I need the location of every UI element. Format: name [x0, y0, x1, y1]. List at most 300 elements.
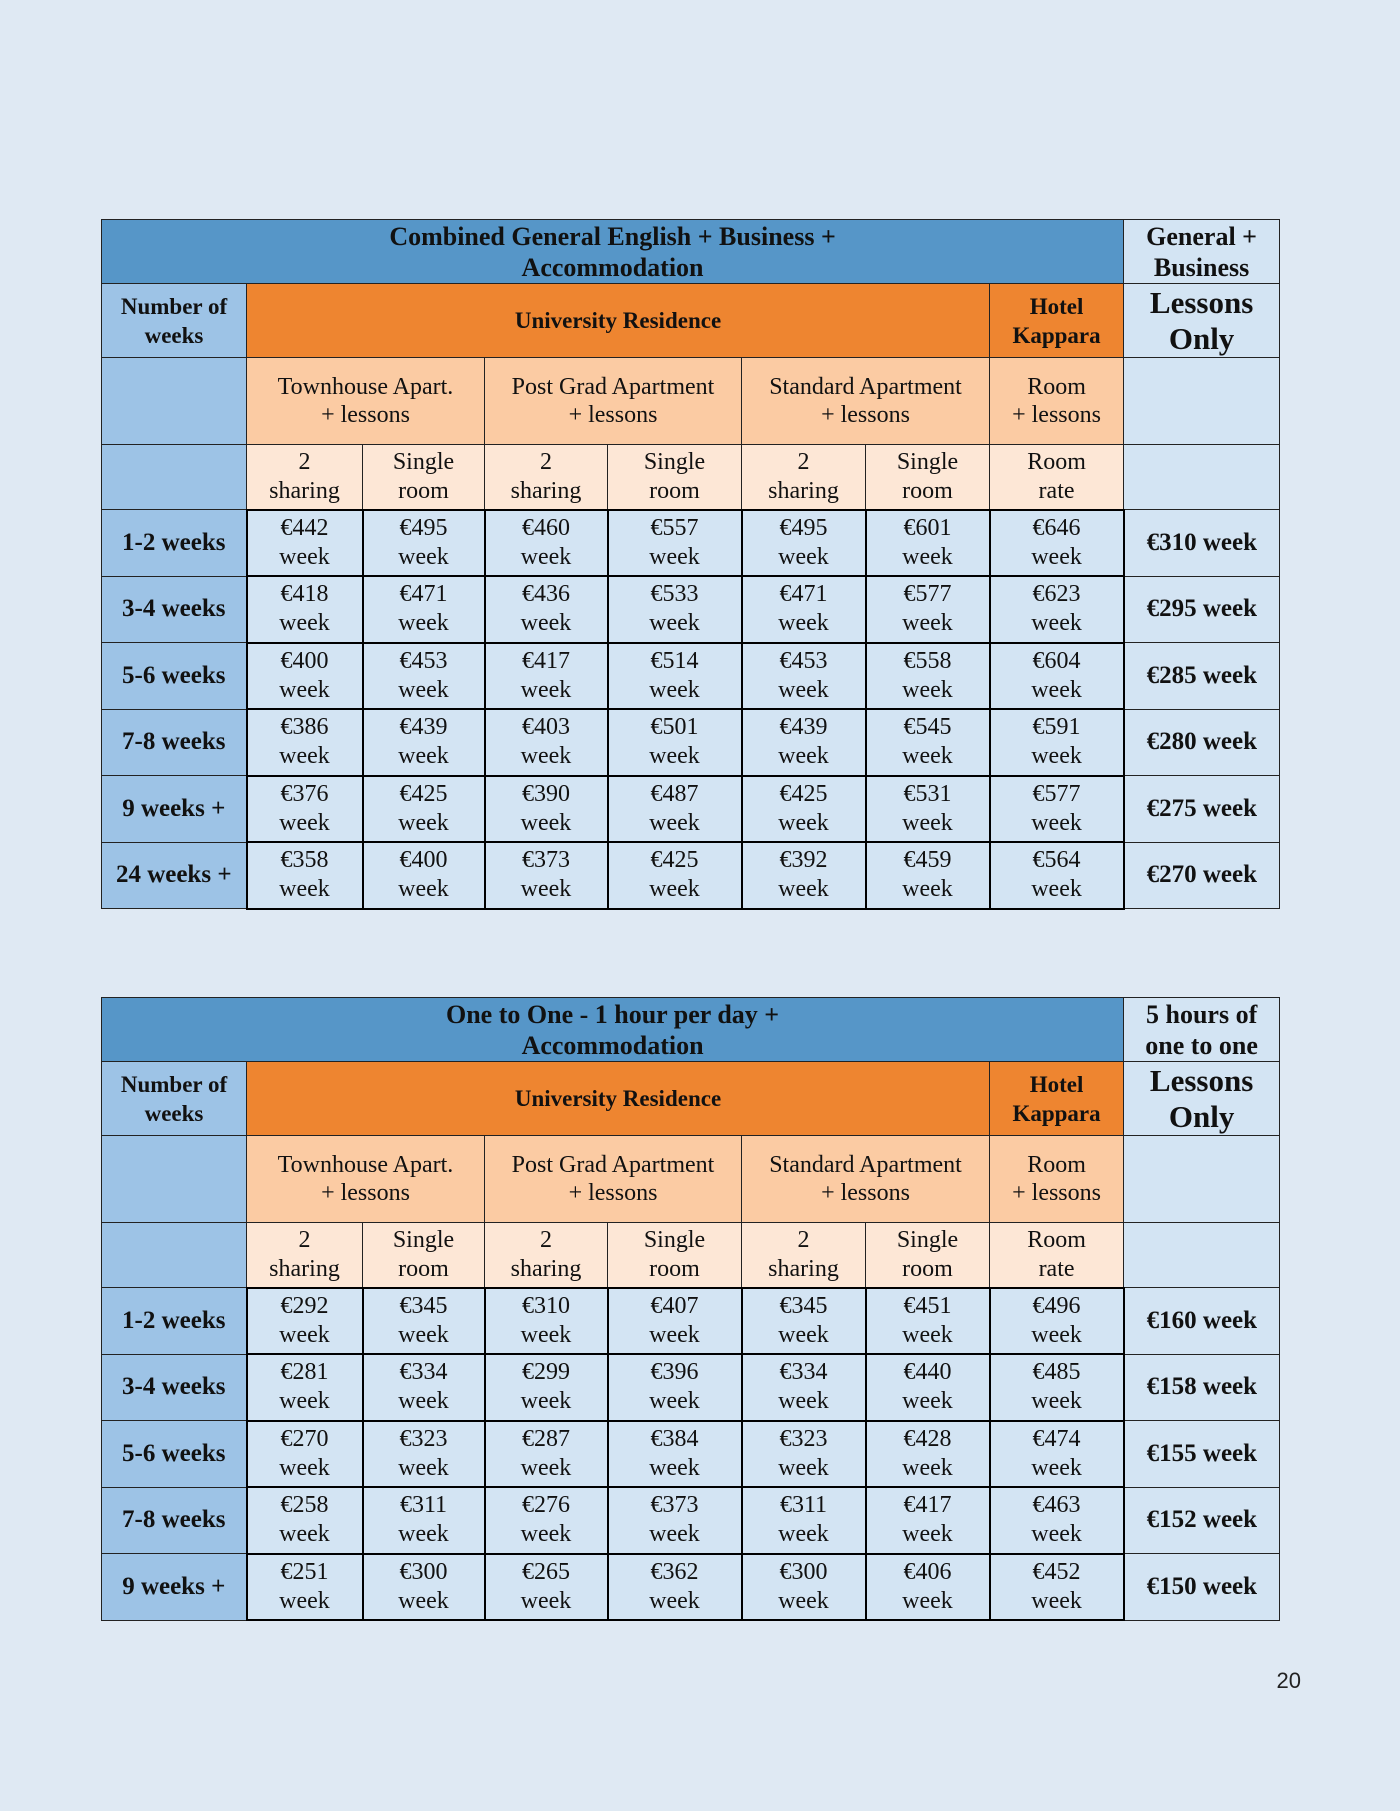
- price-cell: [866, 776, 990, 843]
- price-cell: [866, 576, 990, 643]
- price-unit: week: [520, 743, 572, 770]
- lessons-only-price: €160 week: [1124, 1288, 1280, 1355]
- price-value: €495: [779, 514, 828, 541]
- price-value: €601: [903, 514, 952, 541]
- weeks-label: 9 weeks +: [102, 1554, 247, 1621]
- blank-cell: [1124, 358, 1280, 445]
- price-unit: week: [279, 876, 330, 903]
- price-cell: [485, 1554, 608, 1621]
- price-value: €501: [650, 714, 699, 741]
- price-value: €407: [650, 1292, 699, 1319]
- room-type-post-grad: Post Grad Apartment + lessons: [485, 358, 742, 445]
- price-cell: [485, 1288, 608, 1355]
- price-unit: week: [398, 876, 449, 903]
- price-unit: week: [1031, 610, 1082, 637]
- price-unit: week: [778, 809, 829, 836]
- price-unit: week: [398, 1454, 449, 1481]
- sub-header-cell: 2 sharing: [485, 1223, 608, 1288]
- price-cell: [363, 643, 485, 710]
- price-cell: [866, 1487, 990, 1554]
- price-value: €400: [399, 847, 448, 874]
- price-unit: week: [902, 743, 953, 770]
- price-cell: [363, 1354, 485, 1421]
- price-value: €270: [280, 1425, 329, 1452]
- price-value: €425: [650, 847, 699, 874]
- price-cell: [608, 1354, 742, 1421]
- table-row: [102, 1421, 1280, 1488]
- price-unit: week: [279, 1587, 330, 1614]
- blank-cell: [1124, 445, 1280, 510]
- price-unit: week: [398, 1321, 449, 1348]
- hotel-header: Hotel Kappara: [990, 1062, 1124, 1136]
- weeks-label: 3-4 weeks: [102, 576, 247, 643]
- price-unit: week: [902, 1388, 953, 1415]
- blank-cell: [102, 1223, 247, 1288]
- price-value: €323: [399, 1425, 448, 1452]
- price-cell: [608, 643, 742, 710]
- price-value: €533: [650, 581, 699, 608]
- price-value: €406: [903, 1558, 952, 1585]
- weeks-label: 3-4 weeks: [102, 1354, 247, 1421]
- price-value: €300: [399, 1558, 448, 1585]
- price-unit: week: [778, 743, 829, 770]
- price-cell: [485, 1487, 608, 1554]
- price-unit: week: [398, 1388, 449, 1415]
- price-cell: [363, 776, 485, 843]
- price-value: €384: [650, 1425, 699, 1452]
- price-unit: week: [649, 743, 700, 770]
- price-value: €577: [903, 581, 952, 608]
- price-cell: [608, 1487, 742, 1554]
- price-value: €558: [903, 647, 952, 674]
- weeks-label: 5-6 weeks: [102, 1421, 247, 1488]
- table-row: [102, 709, 1280, 776]
- price-value: €281: [280, 1359, 329, 1386]
- price-cell: [742, 1288, 866, 1355]
- price-value: €495: [399, 514, 448, 541]
- sub-header-cell: Single room: [608, 445, 742, 510]
- price-unit: week: [902, 1454, 953, 1481]
- price-cell: [866, 510, 990, 577]
- price-unit: week: [902, 1587, 953, 1614]
- sub-header-cell: 2 sharing: [742, 1223, 866, 1288]
- price-cell: [608, 1421, 742, 1488]
- price-value: €451: [903, 1292, 952, 1319]
- price-value: €459: [903, 847, 952, 874]
- price-cell: [742, 643, 866, 710]
- lessons-only-price: €150 week: [1124, 1554, 1280, 1621]
- price-cell: [742, 842, 866, 909]
- price-unit: week: [1031, 1587, 1082, 1614]
- price-value: €417: [903, 1492, 952, 1519]
- lessons-only-price: €270 week: [1124, 842, 1280, 909]
- price-unit: week: [398, 1587, 449, 1614]
- price-value: €292: [280, 1292, 329, 1319]
- price-unit: week: [778, 543, 829, 570]
- price-value: €386: [280, 714, 329, 741]
- price-value: €436: [522, 581, 570, 608]
- price-unit: week: [778, 1587, 829, 1614]
- price-cell: [247, 643, 363, 710]
- price-cell: [363, 1288, 485, 1355]
- price-cell: [990, 1554, 1124, 1621]
- blank-cell: [102, 1136, 247, 1223]
- price-value: €439: [779, 714, 828, 741]
- price-unit: week: [649, 1521, 700, 1548]
- price-cell: [363, 1554, 485, 1621]
- price-value: €310: [522, 1292, 570, 1319]
- price-unit: week: [279, 1521, 330, 1548]
- price-value: €287: [522, 1425, 570, 1452]
- lessons-only-price: €285 week: [1124, 643, 1280, 710]
- price-unit: week: [649, 676, 700, 703]
- price-unit: week: [520, 876, 572, 903]
- price-unit: week: [649, 610, 700, 637]
- table-title: Combined General English + Business + Accommodation: [102, 220, 1124, 284]
- price-value: €487: [650, 780, 699, 807]
- sub-header-cell: Room rate: [990, 445, 1124, 510]
- price-cell: [247, 776, 363, 843]
- price-value: €345: [779, 1292, 828, 1319]
- price-cell: [608, 1554, 742, 1621]
- price-cell: [742, 1487, 866, 1554]
- price-cell: [485, 1354, 608, 1421]
- blank-cell: [102, 358, 247, 445]
- sub-header-cell: Room rate: [990, 1223, 1124, 1288]
- price-value: €557: [650, 514, 699, 541]
- university-residence-header: University Residence: [247, 284, 990, 358]
- price-value: €417: [522, 647, 570, 674]
- price-value: €376: [280, 780, 329, 807]
- price-cell: [485, 510, 608, 577]
- price-value: €646: [1032, 514, 1081, 541]
- lessons-only-price: €158 week: [1124, 1354, 1280, 1421]
- price-unit: week: [778, 676, 829, 703]
- price-cell: [363, 510, 485, 577]
- price-unit: week: [902, 809, 953, 836]
- price-cell: [363, 709, 485, 776]
- price-value: €311: [779, 1492, 828, 1519]
- weeks-label: 9 weeks +: [102, 776, 247, 843]
- price-unit: week: [398, 809, 449, 836]
- price-cell: [485, 709, 608, 776]
- sub-header-cell: Single room: [363, 1223, 485, 1288]
- price-value: €358: [280, 847, 329, 874]
- price-cell: [742, 510, 866, 577]
- lessons-column-title: 5 hours of one to one: [1124, 998, 1280, 1062]
- price-value: €418: [280, 581, 329, 608]
- price-cell: [608, 709, 742, 776]
- table-row: [102, 643, 1280, 710]
- price-cell: [485, 842, 608, 909]
- price-value: €474: [1032, 1425, 1081, 1452]
- price-unit: week: [398, 610, 449, 637]
- price-table-one-to-one: [101, 997, 1280, 1621]
- price-value: €471: [779, 581, 828, 608]
- weeks-label: 7-8 weeks: [102, 1487, 247, 1554]
- price-cell: [247, 1554, 363, 1621]
- table-row: [102, 776, 1280, 843]
- price-unit: week: [778, 610, 829, 637]
- table-title: One to One - 1 hour per day + Accommodation: [102, 998, 1124, 1062]
- price-cell: [363, 576, 485, 643]
- price-cell: [990, 842, 1124, 909]
- price-value: €471: [399, 581, 448, 608]
- lessons-only-price: €280 week: [1124, 709, 1280, 776]
- price-cell: [363, 842, 485, 909]
- price-unit: week: [520, 676, 572, 703]
- price-value: €373: [650, 1492, 699, 1519]
- price-cell: [866, 842, 990, 909]
- price-value: €299: [522, 1359, 570, 1386]
- price-unit: week: [1031, 1321, 1082, 1348]
- price-cell: [990, 776, 1124, 843]
- price-cell: [990, 1354, 1124, 1421]
- sub-header-cell: 2 sharing: [247, 445, 363, 510]
- price-value: €311: [399, 1492, 448, 1519]
- price-unit: week: [649, 1321, 700, 1348]
- price-cell: [485, 776, 608, 843]
- price-unit: week: [520, 610, 572, 637]
- table-row: [102, 1487, 1280, 1554]
- price-cell: [866, 1288, 990, 1355]
- price-value: €485: [1032, 1359, 1081, 1386]
- price-value: €403: [522, 714, 570, 741]
- price-unit: week: [1031, 1388, 1082, 1415]
- price-value: €323: [779, 1425, 828, 1452]
- sub-header-cell: Single room: [866, 1223, 990, 1288]
- weeks-label: 1-2 weeks: [102, 1288, 247, 1355]
- price-cell: [742, 1554, 866, 1621]
- table-row: [102, 510, 1280, 577]
- lessons-only-header: Lessons Only: [1124, 284, 1280, 358]
- price-cell: [742, 1421, 866, 1488]
- blank-cell: [102, 445, 247, 510]
- price-cell: [485, 643, 608, 710]
- price-value: €425: [399, 780, 448, 807]
- price-value: €442: [280, 514, 329, 541]
- price-unit: week: [902, 676, 953, 703]
- price-unit: week: [520, 1454, 572, 1481]
- price-value: €604: [1032, 647, 1081, 674]
- price-unit: week: [649, 809, 700, 836]
- price-value: €460: [522, 514, 570, 541]
- price-value: €452: [1032, 1558, 1081, 1585]
- price-unit: week: [778, 1521, 829, 1548]
- price-unit: week: [279, 543, 330, 570]
- room-type-hotel-room: Room + lessons: [990, 1136, 1124, 1223]
- price-rows: [102, 510, 1280, 909]
- price-value: €496: [1032, 1292, 1081, 1319]
- price-unit: week: [520, 1587, 572, 1614]
- hotel-header: Hotel Kappara: [990, 284, 1124, 358]
- price-unit: week: [778, 876, 829, 903]
- price-cell: [990, 1421, 1124, 1488]
- price-unit: week: [398, 543, 449, 570]
- price-value: €564: [1032, 847, 1081, 874]
- price-unit: week: [520, 1521, 572, 1548]
- table-row: [102, 1354, 1280, 1421]
- price-cell: [363, 1487, 485, 1554]
- blank-cell: [1124, 1136, 1280, 1223]
- price-value: €463: [1032, 1492, 1081, 1519]
- price-unit: week: [279, 743, 330, 770]
- price-value: €453: [399, 647, 448, 674]
- price-unit: week: [902, 1521, 953, 1548]
- sub-header-cell: 2 sharing: [485, 445, 608, 510]
- price-unit: week: [649, 1587, 700, 1614]
- price-unit: week: [520, 809, 572, 836]
- price-cell: [990, 1288, 1124, 1355]
- table-row: [102, 1554, 1280, 1621]
- weeks-label: 1-2 weeks: [102, 510, 247, 577]
- price-unit: week: [1031, 809, 1082, 836]
- price-unit: week: [778, 1321, 829, 1348]
- price-unit: week: [279, 676, 330, 703]
- price-unit: week: [520, 1321, 572, 1348]
- lessons-only-price: €310 week: [1124, 510, 1280, 577]
- blank-cell: [1124, 1223, 1280, 1288]
- lessons-only-price: €295 week: [1124, 576, 1280, 643]
- price-cell: [866, 1554, 990, 1621]
- price-value: €577: [1032, 780, 1081, 807]
- price-unit: week: [902, 1321, 953, 1348]
- price-unit: week: [1031, 1454, 1082, 1481]
- price-unit: week: [1031, 543, 1082, 570]
- price-value: €400: [280, 647, 329, 674]
- price-cell: [247, 1288, 363, 1355]
- price-unit: week: [279, 1454, 330, 1481]
- price-cell: [742, 576, 866, 643]
- price-value: €514: [650, 647, 699, 674]
- price-cell: [608, 510, 742, 577]
- price-unit: week: [398, 1521, 449, 1548]
- price-cell: [608, 1288, 742, 1355]
- price-cell: [247, 1487, 363, 1554]
- weeks-label: 24 weeks +: [102, 842, 247, 909]
- sub-header-cell: Single room: [363, 445, 485, 510]
- price-unit: week: [279, 1321, 330, 1348]
- room-type-standard: Standard Apartment + lessons: [742, 358, 990, 445]
- price-rows: [102, 1288, 1280, 1621]
- table-row: [102, 576, 1280, 643]
- price-value: €425: [779, 780, 828, 807]
- weeks-label: 5-6 weeks: [102, 643, 247, 710]
- table-row: [102, 842, 1280, 909]
- price-cell: [363, 1421, 485, 1488]
- price-value: €276: [522, 1492, 570, 1519]
- price-value: €440: [903, 1359, 952, 1386]
- weeks-label: 7-8 weeks: [102, 709, 247, 776]
- price-unit: week: [1031, 1521, 1082, 1548]
- price-unit: week: [279, 610, 330, 637]
- price-cell: [990, 510, 1124, 577]
- price-value: €345: [399, 1292, 448, 1319]
- sub-header-cell: Single room: [608, 1223, 742, 1288]
- price-cell: [990, 709, 1124, 776]
- price-cell: [742, 776, 866, 843]
- lessons-only-price: €275 week: [1124, 776, 1280, 843]
- price-unit: week: [1031, 876, 1082, 903]
- price-cell: [247, 576, 363, 643]
- lessons-only-price: €155 week: [1124, 1421, 1280, 1488]
- price-value: €265: [522, 1558, 570, 1585]
- price-value: €392: [779, 847, 828, 874]
- price-cell: [247, 842, 363, 909]
- price-value: €623: [1032, 581, 1081, 608]
- price-value: €258: [280, 1492, 329, 1519]
- price-unit: week: [398, 743, 449, 770]
- price-table-general-business: [101, 219, 1280, 910]
- room-type-townhouse: Townhouse Apart. + lessons: [247, 358, 485, 445]
- price-unit: week: [649, 1454, 700, 1481]
- price-cell: [247, 1421, 363, 1488]
- sub-header-cell: Single room: [866, 445, 990, 510]
- price-value: €439: [399, 714, 448, 741]
- sub-header-cell: 2 sharing: [742, 445, 866, 510]
- lessons-only-price: €152 week: [1124, 1487, 1280, 1554]
- price-cell: [866, 1421, 990, 1488]
- price-cell: [485, 1421, 608, 1488]
- room-type-townhouse: Townhouse Apart. + lessons: [247, 1136, 485, 1223]
- lessons-column-title: General + Business: [1124, 220, 1280, 284]
- price-value: €453: [779, 647, 828, 674]
- price-unit: week: [520, 1388, 572, 1415]
- university-residence-header: University Residence: [247, 1062, 990, 1136]
- price-value: €300: [779, 1558, 828, 1585]
- price-value: €545: [903, 714, 952, 741]
- price-cell: [990, 1487, 1124, 1554]
- room-type-standard: Standard Apartment + lessons: [742, 1136, 990, 1223]
- price-unit: week: [649, 543, 700, 570]
- price-value: €531: [903, 780, 952, 807]
- price-value: €373: [522, 847, 570, 874]
- price-unit: week: [649, 1388, 700, 1415]
- price-cell: [608, 576, 742, 643]
- price-cell: [990, 643, 1124, 710]
- price-value: €428: [903, 1425, 952, 1452]
- price-value: €591: [1032, 714, 1081, 741]
- price-unit: week: [279, 809, 330, 836]
- page-number: 20: [1276, 1668, 1301, 1693]
- price-cell: [866, 1354, 990, 1421]
- number-of-weeks-header: Number of weeks: [102, 284, 247, 358]
- price-cell: [247, 1354, 363, 1421]
- price-cell: [742, 709, 866, 776]
- price-unit: week: [902, 610, 953, 637]
- price-unit: week: [902, 876, 953, 903]
- price-unit: week: [1031, 743, 1082, 770]
- room-type-hotel-room: Room + lessons: [990, 358, 1124, 445]
- price-cell: [742, 1354, 866, 1421]
- price-unit: week: [398, 676, 449, 703]
- price-cell: [608, 776, 742, 843]
- table-row: [102, 1288, 1280, 1355]
- price-value: €334: [779, 1359, 828, 1386]
- price-unit: week: [649, 876, 700, 903]
- price-value: €396: [650, 1359, 699, 1386]
- price-cell: [247, 510, 363, 577]
- price-cell: [485, 576, 608, 643]
- room-type-post-grad: Post Grad Apartment + lessons: [485, 1136, 742, 1223]
- price-cell: [990, 576, 1124, 643]
- price-cell: [247, 709, 363, 776]
- price-unit: week: [902, 543, 953, 570]
- price-unit: week: [778, 1388, 829, 1415]
- price-value: €362: [650, 1558, 699, 1585]
- price-value: €334: [399, 1359, 448, 1386]
- price-value: €251: [280, 1558, 329, 1585]
